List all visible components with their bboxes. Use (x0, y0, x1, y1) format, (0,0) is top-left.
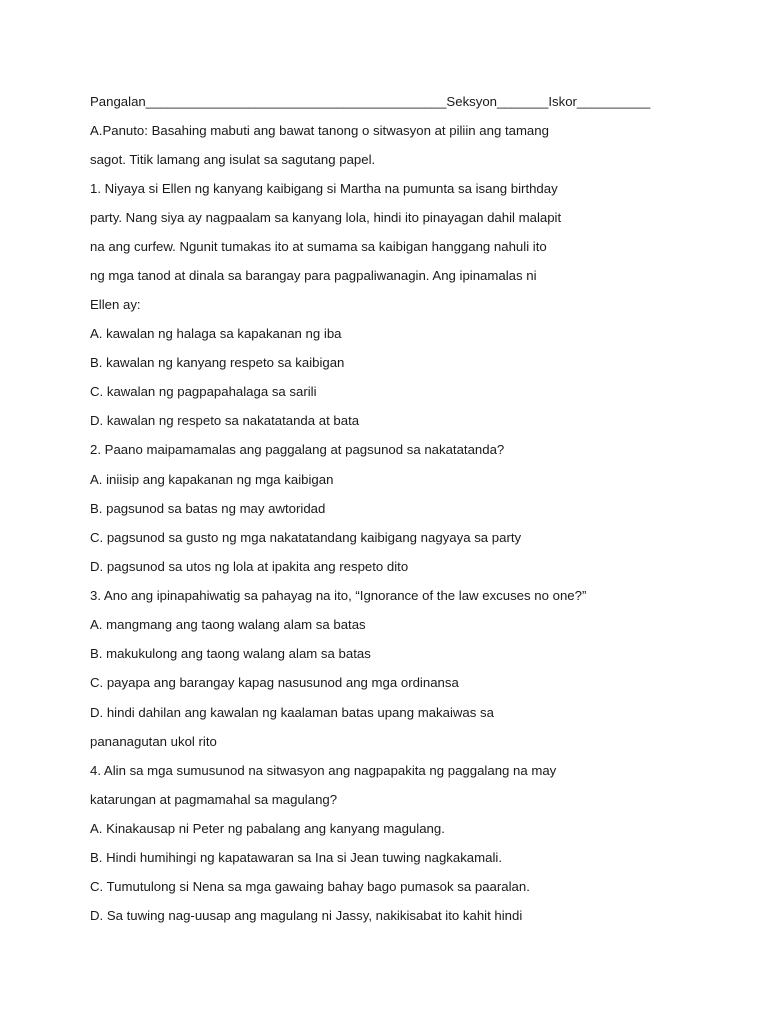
question-4-stem-line: 4. Alin sa mga sumusunod na sitwasyon ang nagpapakita ng paggalang na may (90, 763, 557, 778)
question-1-choice-a: A. kawalan ng halaga sa kapakanan ng iba (90, 326, 342, 341)
question-1-stem-line: ng mga tanod at dinala sa barangay para pagpaliwanagin. Ang ipinamalas ni (90, 268, 537, 283)
question-3-choice-a: A. mangmang ang taong walang alam sa batas (90, 617, 366, 632)
question-2-choice-a: A. iniisip ang kapakanan ng mga kaibigan (90, 472, 334, 487)
instructions-line: A.Panuto: Basahing mabuti ang bawat tanong o sitwasyon at piliin ang tamang (90, 123, 549, 138)
instructions-line: sagot. Titik lamang ang isulat sa sagutang papel. (90, 152, 376, 167)
question-4-choice-b: B. Hindi humihingi ng kapatawaran sa Ina si Jean tuwing nagkakamali. (90, 850, 502, 865)
question-4-choice-c: C. Tumutulong si Nena sa mga gawaing bahay bago pumasok sa paaralan. (90, 879, 530, 894)
question-2-choice-b: B. pagsunod sa batas ng may awtoridad (90, 501, 326, 516)
question-1-stem-line: party. Nang siya ay nagpaalam sa kanyang lola, hindi ito pinayagan dahil malapit (90, 210, 562, 225)
question-3-choice-c: C. payapa ang barangay kapag nasusunod ang mga ordinansa (90, 675, 459, 690)
name-section-score-header: Pangalan_________________________________________Seksyon_______Iskor__________ (90, 94, 651, 109)
question-1-stem-line: Ellen ay: (90, 297, 141, 312)
question-3-stem-line: 3. Ano ang ipinapahiwatig sa pahayag na ito, “Ignorance of the law excuses no one?” (90, 588, 587, 603)
question-1-stem-line: 1. Niyaya si Ellen ng kanyang kaibigang si Martha na pumunta sa isang birthday (90, 181, 558, 196)
question-2-choice-c: C. pagsunod sa gusto ng mga nakatatandang kaibigang nagyaya sa party (90, 530, 522, 545)
question-1-stem-line: na ang curfew. Ngunit tumakas ito at sumama sa kaibigan hanggang nahuli ito (90, 239, 547, 254)
question-4-choice-a: A. Kinakausap ni Peter ng pabalang ang kanyang magulang. (90, 821, 445, 836)
question-2-stem-line: 2. Paano maipamamalas ang paggalang at pagsunod sa nakatatanda? (90, 442, 505, 457)
question-3-choice-d-continued: pananagutan ukol rito (90, 734, 217, 749)
question-4-stem-line: katarungan at pagmamahal sa magulang? (90, 792, 338, 807)
question-3-choice-b: B. makukulong ang taong walang alam sa batas (90, 646, 371, 661)
question-1-choice-d: D. kawalan ng respeto sa nakatatanda at bata (90, 413, 360, 428)
question-1-choice-c: C. kawalan ng pagpapahalaga sa sarili (90, 384, 317, 399)
question-3-choice-d: D. hindi dahilan ang kawalan ng kaalaman batas upang makaiwas sa (90, 705, 494, 720)
question-4-choice-d: D. Sa tuwing nag-uusap ang magulang ni Jassy, nakikisabat ito kahit hindi (90, 908, 523, 923)
question-1-choice-b: B. kawalan ng kanyang respeto sa kaibigan (90, 355, 345, 370)
question-2-choice-d: D. pagsunod sa utos ng lola at ipakita ang respeto dito (90, 559, 409, 574)
